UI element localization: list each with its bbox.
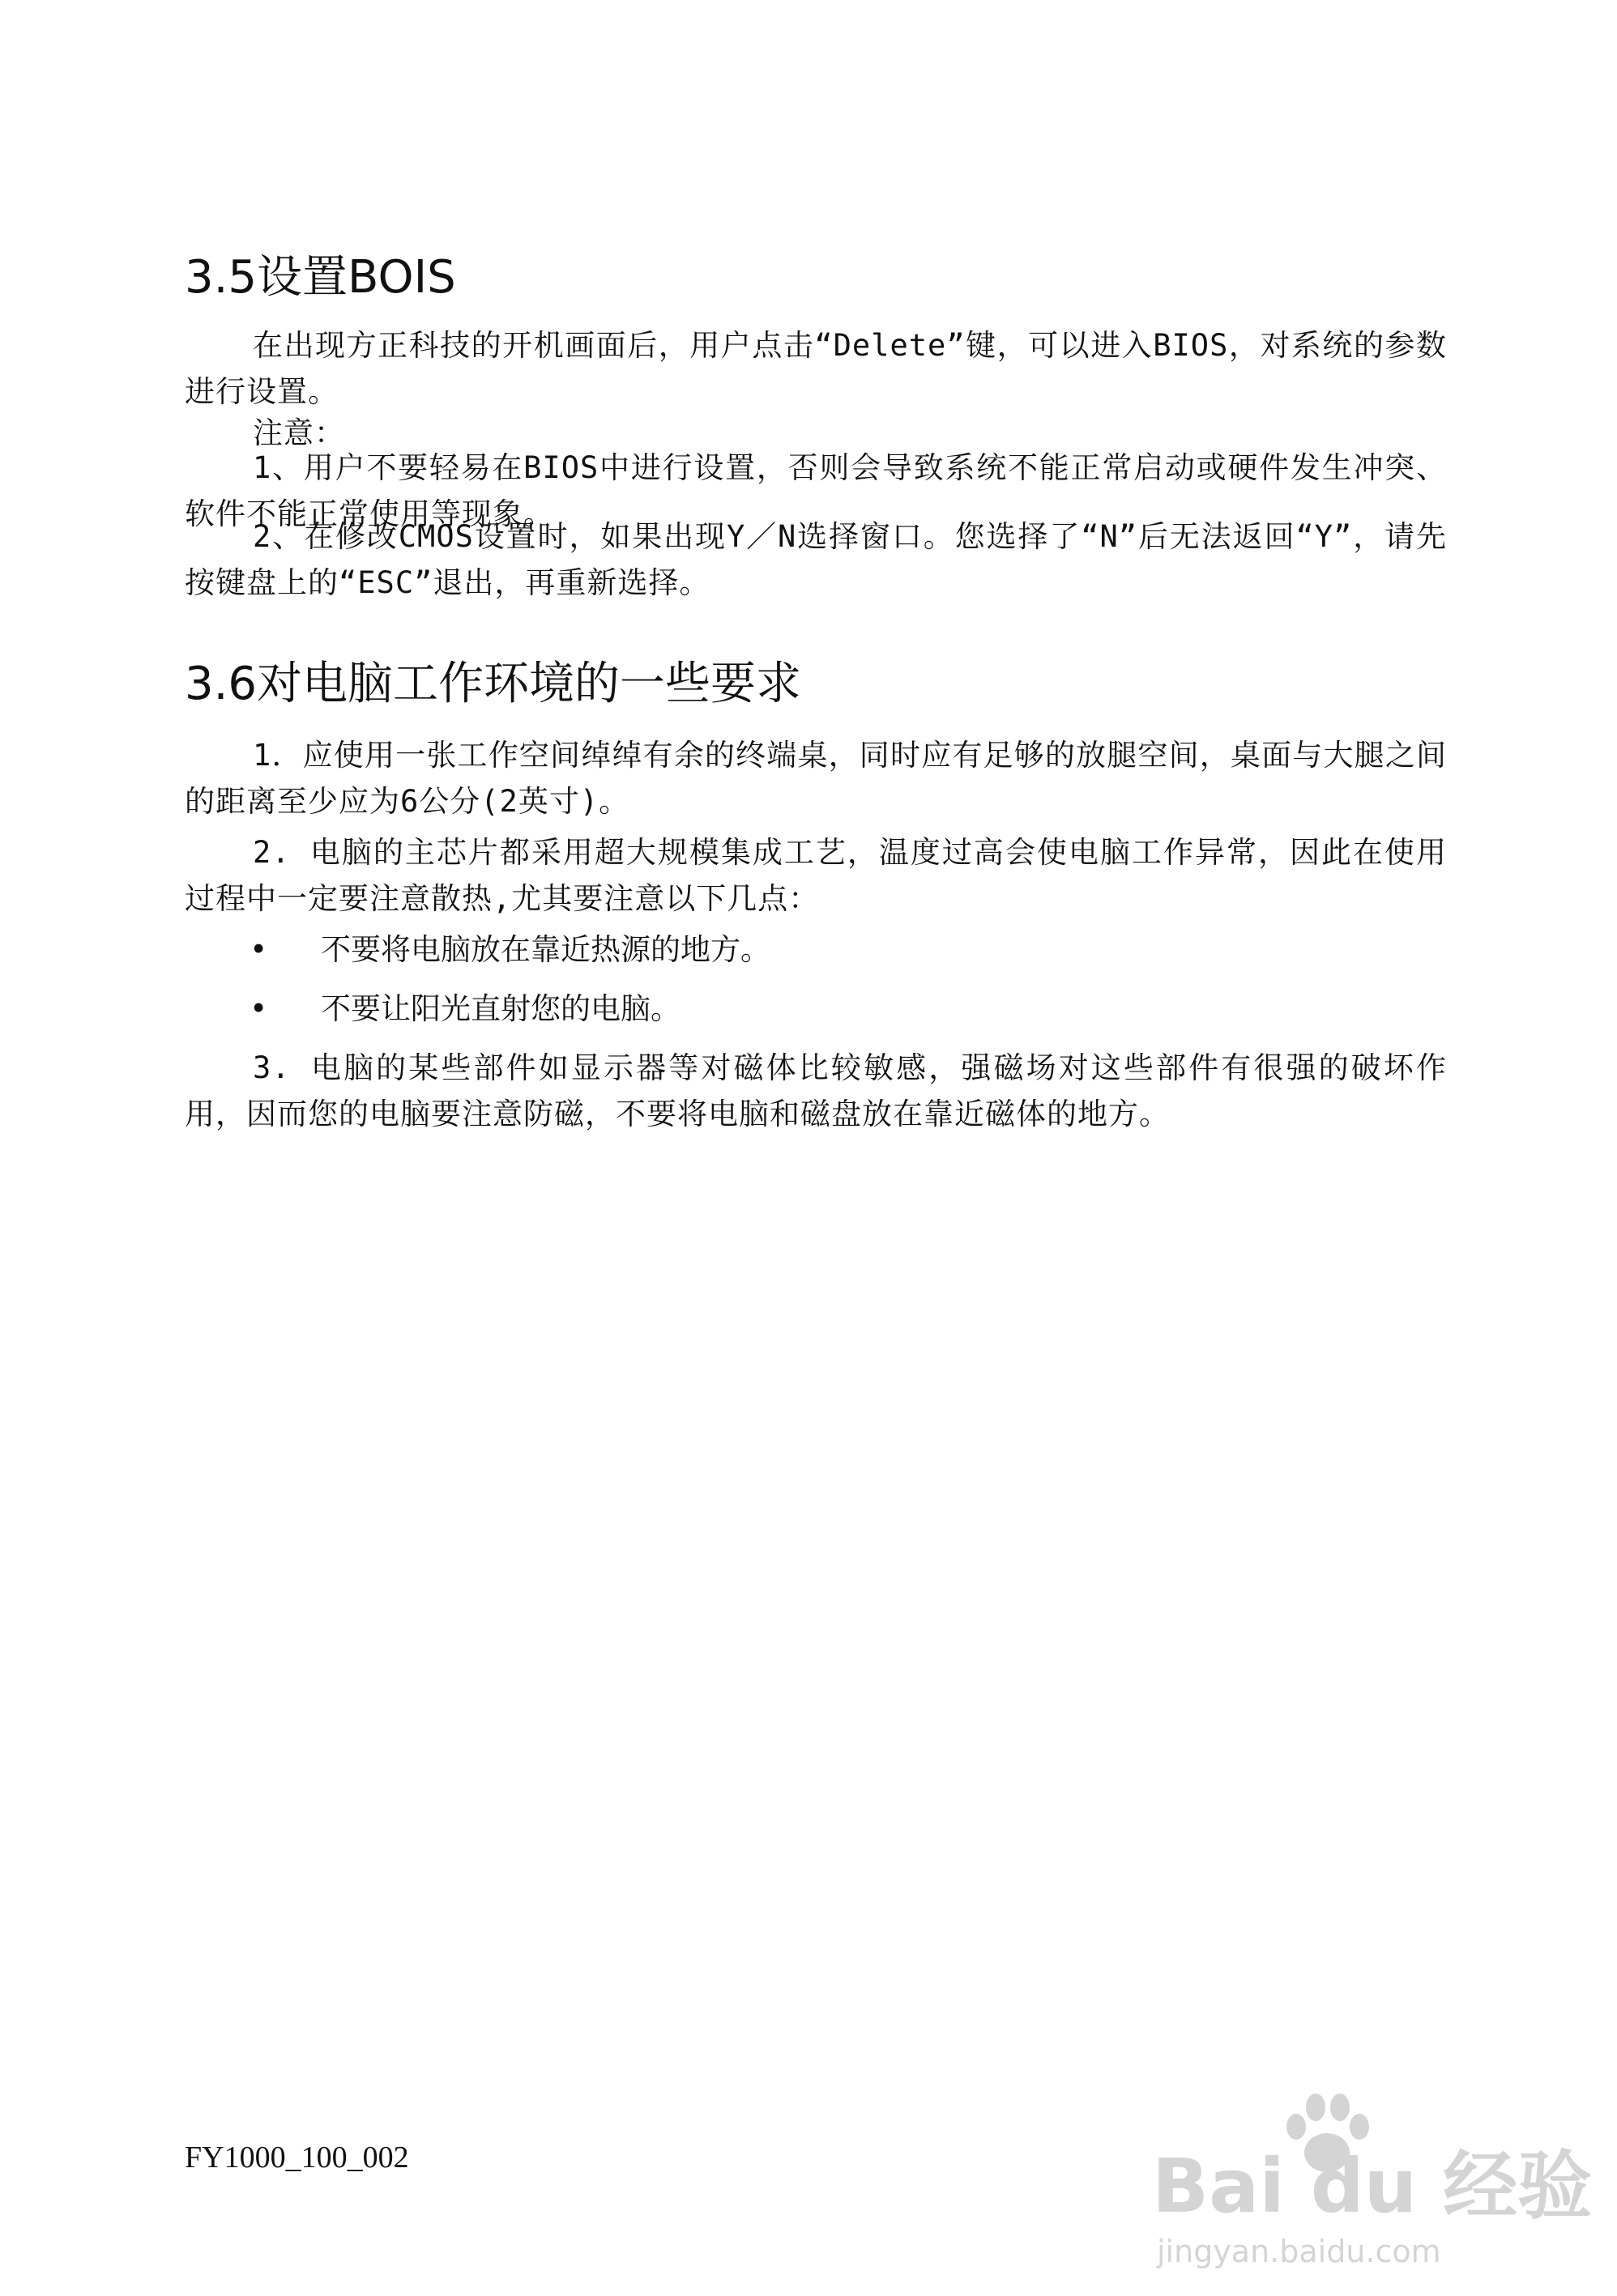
bullet-item [250, 926, 770, 973]
bullet-item [250, 986, 681, 1032]
bullet-item-text: 不要将电脑放在靠近热源的地方。 [321, 932, 770, 967]
bullet-item-text: 不要让阳光直射您的电脑。 [321, 991, 681, 1026]
bullet-icon: • [250, 991, 268, 1026]
section-3-5-heading: 3.5设置BOIS [185, 251, 456, 304]
baidu-jingyan-watermark [1134, 2089, 1593, 2276]
note-label: 注意： [253, 415, 345, 450]
document-code-footer: FY1000_100_002 [185, 2141, 409, 2175]
requirement-item-2: 2. 电脑的主芯片都采用超大规模集成工艺，温度过高会使电脑工作异常，因此在使用过程中一定要注意散热,尤其要注意以下几点： [185, 835, 1447, 916]
section-3-5-paragraph: 在出现方正科技的开机画面后，用户点击“Delete”键，可以进入BIOS，对系统的参数进行设置。 [185, 328, 1447, 409]
section-3-6-heading: 3.6对电脑工作环境的一些要求 [185, 658, 802, 710]
requirement-item-3: 3. 电脑的某些部件如显示器等对磁体比较敏感，强磁场对这些部件有很强的破坏作用，因而您的电脑要注意防磁，不要将电脑和磁盘放在靠近磁体的地方。 [185, 1050, 1447, 1131]
requirement-item-1: 1．应使用一张工作空间绰绰有余的终端桌，同时应有足够的放腿空间，桌面与大腿之间的距离至少应为6公分(2英寸)。 [185, 738, 1447, 819]
watermark-url: jingyan.baidu.com [1157, 2234, 1441, 2269]
bullet-icon: • [250, 932, 268, 967]
watermark-brand: Bai du 经验 [1152, 2143, 1593, 2230]
note-item-1: 1、用户不要轻易在BIOS中进行设置，否则会导致系统不能正常启动或硬件发生冲突、软件不能正常使用等现象。 [185, 450, 1447, 531]
note-item-2: 2、在修改CMOS设置时，如果出现Y／N选择窗口。您选择了“N”后无法返回“Y”，请先按键盘上的“ESC”退出，再重新选择。 [185, 519, 1447, 600]
